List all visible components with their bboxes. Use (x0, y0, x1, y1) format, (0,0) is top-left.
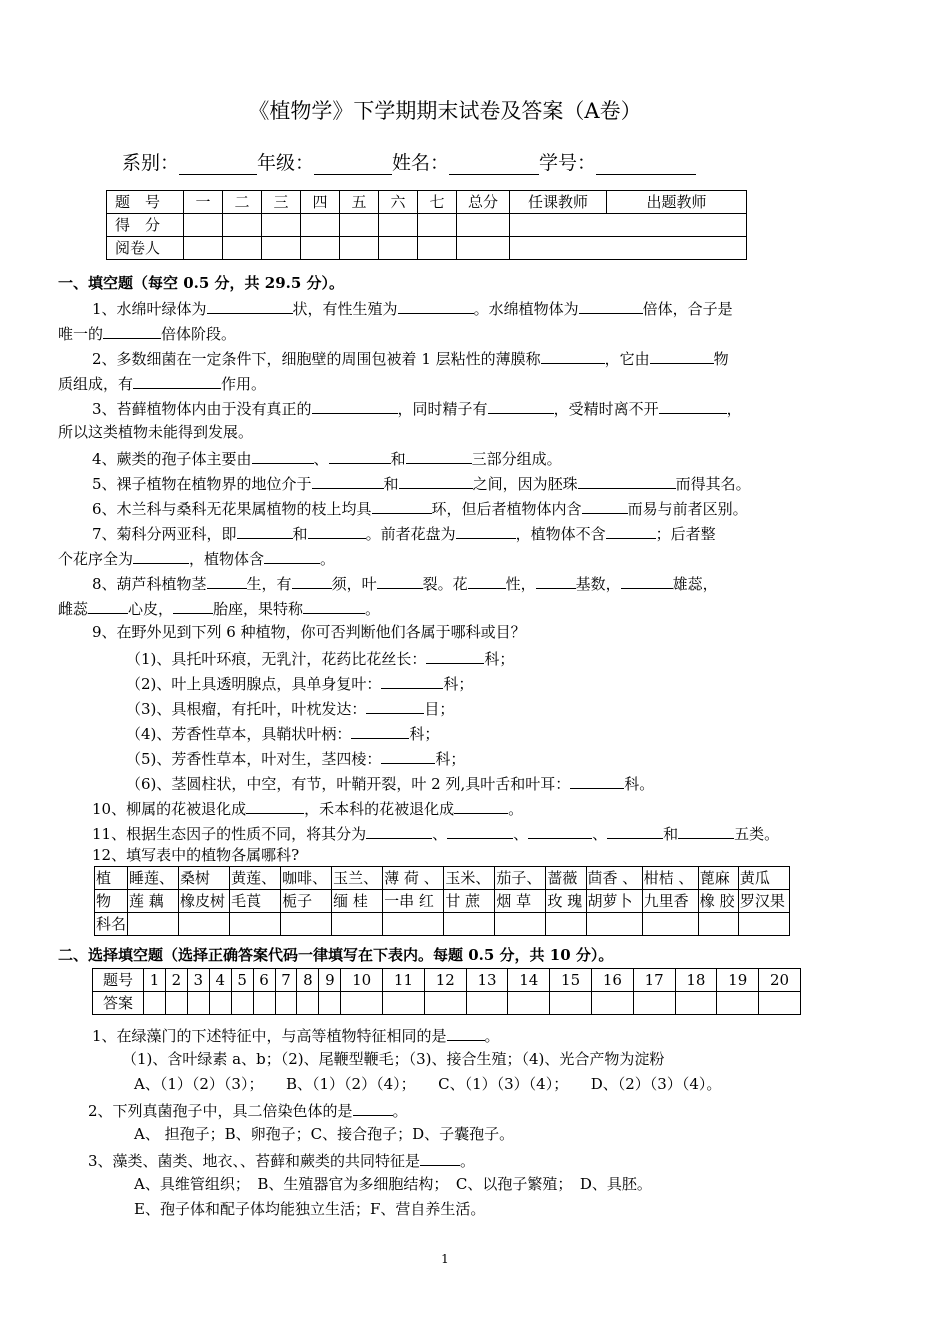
answer-header-cell: 3 (187, 969, 209, 992)
section-2-heading: 二、选择填空题（选择正确答案代码一律填写在下表内。每题 0.5 分，共 10 分）。 (58, 946, 614, 964)
grader-cell[interactable] (457, 237, 510, 260)
question-3-cont: 所以这类植物未能得到发展。 (58, 423, 254, 441)
q-text: 质组成，有 (58, 375, 134, 393)
answer-header-cell: 10 (341, 969, 383, 992)
q-text: 。 (460, 1152, 476, 1170)
answer-header-cell: 19 (717, 969, 759, 992)
q-text: 和 (390, 450, 406, 468)
answer-cell[interactable] (297, 992, 319, 1015)
q-text: （5)、芳香性草本，叶对生，茎四棱： (126, 750, 382, 768)
answer-header-cell: 7 (275, 969, 297, 992)
answer-cell[interactable] (187, 992, 209, 1015)
answer-header-cell: 14 (508, 969, 550, 992)
q-text: 之间，因为胚珠 (472, 475, 578, 493)
q-text: 作用。 (221, 375, 267, 393)
q-text: 1、在绿藻门的下述特征中，与高等植物特征相同的是 (92, 1027, 447, 1045)
answer-blank[interactable] (366, 697, 424, 714)
score-header-cell: 总分 (457, 191, 510, 214)
answer-blank[interactable] (426, 647, 484, 664)
answer-header-cell: 2 (165, 969, 187, 992)
score-cell[interactable] (340, 214, 379, 237)
answer-header-cell: 8 (297, 969, 319, 992)
q-text: ，禾本科的花被退化成 (304, 800, 455, 818)
choice-2 (88, 1099, 408, 1121)
answer-cell[interactable] (341, 992, 383, 1015)
question-6 (92, 497, 748, 519)
plant-cell: 毛莨 (230, 890, 281, 913)
q-text: 4、蕨类的孢子体主要由 (92, 450, 252, 468)
q-text: 8、葫芦科植物茎 (92, 575, 207, 593)
score-header-cell: 七 (418, 191, 457, 214)
score-row (107, 214, 747, 237)
answer-cell[interactable] (466, 992, 508, 1015)
answer-blank[interactable] (264, 547, 320, 564)
q-text: 个花序全为 (58, 550, 134, 568)
question-9-2 (126, 672, 473, 694)
answer-blank[interactable] (570, 772, 624, 789)
teacher-cell[interactable] (510, 214, 747, 237)
q-text: 雌蕊 (58, 600, 89, 618)
answer-blank[interactable] (468, 572, 506, 589)
answer-blank[interactable] (329, 447, 391, 464)
answer-blank[interactable] (420, 1149, 460, 1166)
choice-1 (92, 1024, 500, 1046)
question-5 (92, 472, 751, 494)
answer-cell[interactable] (759, 992, 801, 1015)
family-row (95, 913, 790, 936)
plant-cell: 九里香 (642, 890, 698, 913)
question-1 (92, 297, 733, 319)
plant-cell: 茴香 、 (586, 867, 642, 890)
answer-blank[interactable] (621, 572, 673, 589)
q-text: 5、裸子植物在植物界的地位介于 (92, 475, 312, 493)
family-cell[interactable] (444, 913, 495, 936)
grader-cell[interactable] (379, 237, 418, 260)
answer-header-cell: 1 (144, 969, 166, 992)
choice-3 (88, 1149, 475, 1171)
answer-blank[interactable] (678, 822, 734, 839)
family-cell[interactable] (546, 913, 586, 936)
q-text: 。 (365, 600, 381, 618)
answer-blank[interactable] (650, 347, 714, 364)
answer-blank[interactable] (312, 472, 384, 489)
plant-cell: 玫 瑰 (546, 890, 586, 913)
q-text: ，植物体不含 (515, 525, 606, 543)
score-header-cell: 一 (184, 191, 223, 214)
answer-cell[interactable] (319, 992, 341, 1015)
answer-blank[interactable] (541, 347, 605, 364)
question-2 (92, 347, 729, 369)
q-text: 2、多数细菌在一定条件下，细胞壁的周围包被着 1 层粘性的薄膜称 (92, 350, 541, 368)
question-10 (92, 797, 523, 819)
family-cell[interactable] (586, 913, 642, 936)
q-text: 和 (383, 475, 399, 493)
family-cell[interactable] (495, 913, 546, 936)
answer-cell[interactable] (508, 992, 550, 1015)
plant-cell: 物 (95, 890, 128, 913)
family-cell[interactable] (332, 913, 383, 936)
question-12: 12、填写表中的植物各属哪科? (92, 846, 300, 864)
score-table (106, 190, 747, 260)
q-text: 状，有性生殖为 (292, 300, 398, 318)
score-cell[interactable] (301, 214, 340, 237)
question-4 (92, 447, 562, 469)
family-cell[interactable] (281, 913, 332, 936)
plant-cell: 一串 红 (383, 890, 444, 913)
q-text: 3、苔藓植物体内由于没有真正的 (92, 400, 312, 418)
q-text: 五类。 (734, 825, 780, 843)
question-9-6 (126, 772, 654, 794)
q-text: ，同时精子有 (397, 400, 488, 418)
dept-label: 系别： (122, 152, 180, 174)
score-cell[interactable] (457, 214, 510, 237)
answer-cell[interactable] (675, 992, 717, 1015)
question-9-5 (126, 747, 465, 769)
name-label: 姓名： (392, 152, 450, 174)
answer-blank[interactable] (578, 472, 676, 489)
id-field[interactable] (596, 154, 696, 175)
answer-blank[interactable] (579, 297, 643, 314)
q-text: 3、藻类、菌类、地衣、、苔藓和蕨类的共同特征是 (88, 1152, 421, 1170)
q-text: 雄蕊， (672, 575, 718, 593)
answer-cell[interactable] (717, 992, 759, 1015)
answer-blank[interactable] (308, 522, 366, 539)
answer-blank[interactable] (606, 522, 656, 539)
answer-blank[interactable] (659, 397, 727, 414)
choice-2-answers: A、 担孢子；B、卵孢子；C、接合孢子；D、子囊孢子。 (134, 1125, 515, 1143)
answer-cell[interactable] (165, 992, 187, 1015)
page-number: 1 (441, 1252, 449, 1266)
choice-3-answers-1: A、具维管组织； B、生殖器官为多细胞结构； C、以孢子繁殖； D、具胚。 (134, 1175, 652, 1193)
family-cell[interactable] (230, 913, 281, 936)
q-text: ，受精时离不开 (553, 400, 659, 418)
q-text: 而得其名。 (675, 475, 751, 493)
question-8-cont (58, 597, 380, 619)
answer-blank[interactable] (406, 447, 472, 464)
plant-cell: 罗汉果 (738, 890, 789, 913)
plant-cell: 橡 胶 (698, 890, 738, 913)
answer-blank[interactable] (351, 722, 409, 739)
question-9: 9、在野外见到下列 6 种植物，你可否判断他们各属于哪科或目？ (92, 623, 526, 641)
q-text: 2、下列真菌孢子中，具二倍染色体的是 (88, 1102, 353, 1120)
grader-cell[interactable] (301, 237, 340, 260)
plant-cell: 桑树 (179, 867, 230, 890)
family-cell[interactable] (642, 913, 698, 936)
answer-blank[interactable] (528, 822, 592, 839)
q-text: 环，但后者植物体内含 (431, 500, 582, 518)
answer-header-cell: 15 (550, 969, 592, 992)
q-text: 须，叶 (331, 575, 377, 593)
plant-cell: 甘 蔗 (444, 890, 495, 913)
answer-header-cell: 13 (466, 969, 508, 992)
q-text: 11、根据生态因子的性质不同，将其分为 (92, 825, 367, 843)
answer-blank[interactable] (252, 447, 314, 464)
question-7 (92, 522, 716, 544)
answer-blank[interactable] (536, 572, 576, 589)
score-header-cell: 题 号 (107, 191, 184, 214)
score-header-row (107, 191, 747, 214)
answer-header-cell: 4 (209, 969, 231, 992)
q-text: ，植物体含 (189, 550, 265, 568)
q-text: 。 (320, 550, 336, 568)
section-1-heading: 一、填空题（每空 0.5 分，共 29.5 分）。 (58, 274, 345, 292)
plant-cell: 胡萝卜 (586, 890, 642, 913)
q-text: ，它由 (604, 350, 650, 368)
grader-cell[interactable] (262, 237, 301, 260)
plant-cell: 烟 草 (495, 890, 546, 913)
family-cell[interactable] (128, 913, 179, 936)
q-text: 。前者花盘为 (365, 525, 456, 543)
q-text: 性， (505, 575, 536, 593)
question-1-cont (58, 322, 236, 344)
q-text: 10、柳属的花被退化成 (92, 800, 247, 818)
q-text: 裂。花 (422, 575, 468, 593)
answer-blank[interactable] (173, 597, 213, 614)
question-9-4 (126, 722, 439, 744)
question-3 (92, 397, 742, 419)
score-cell[interactable] (184, 214, 223, 237)
grader-row (107, 237, 747, 260)
q-text: （4)、芳香性草本，具鞘状叶柄： (126, 725, 352, 743)
q-text: ；后者整 (655, 525, 716, 543)
q-text: 7、菊科分两亚科，即 (92, 525, 237, 543)
answer-cell[interactable] (383, 992, 425, 1015)
q-text: ， (726, 400, 742, 418)
score-header-cell: 四 (301, 191, 340, 214)
answer-row (93, 992, 801, 1015)
answer-cell[interactable] (591, 992, 633, 1015)
q-text: 。水绵植物体为 (473, 300, 579, 318)
question-11 (92, 822, 779, 844)
answer-blank[interactable] (398, 297, 474, 314)
q-text: 目； (424, 700, 455, 718)
plant-family-table (94, 866, 790, 936)
grader-row-label: 阅卷人 (107, 237, 184, 260)
score-header-cell: 二 (223, 191, 262, 214)
answer-cell[interactable] (424, 992, 466, 1015)
answer-blank[interactable] (456, 522, 516, 539)
family-cell[interactable] (383, 913, 444, 936)
answer-blank[interactable] (312, 397, 398, 414)
id-label: 学号： (539, 152, 597, 174)
plant-row-2 (95, 890, 790, 913)
answer-blank[interactable] (447, 1024, 485, 1041)
answer-blank[interactable] (353, 1099, 393, 1116)
q-text: 生，有 (246, 575, 292, 593)
plant-cell: 玉米、 (444, 867, 495, 890)
answer-header-cell: 11 (383, 969, 425, 992)
q-text: 而易与前者区别。 (627, 500, 748, 518)
score-cell[interactable] (262, 214, 301, 237)
answer-blank[interactable] (292, 572, 332, 589)
teacher-cell[interactable] (510, 237, 747, 260)
grader-cell[interactable] (184, 237, 223, 260)
answer-blank[interactable] (447, 822, 513, 839)
dept-field[interactable] (179, 154, 257, 175)
answer-header-cell: 9 (319, 969, 341, 992)
plant-cell: 蓖麻 (698, 867, 738, 890)
q-text: 倍体，合子是 (642, 300, 733, 318)
plant-row-1 (95, 867, 790, 890)
answer-header-cell: 17 (633, 969, 675, 992)
choice-3-answers-2: E、孢子体和配子体均能独立生活；F、营自养生活。 (134, 1200, 486, 1218)
answer-header-cell: 20 (759, 969, 801, 992)
q-text: 基数， (575, 575, 621, 593)
q-text: 科。 (624, 775, 655, 793)
q-text: 1、水绵叶绿体为 (92, 300, 207, 318)
choice-1-options: （1)、含叶绿素 a、b；（2)、尾鞭型鞭毛；（3)、接合生殖；（4)、光合产物为淀粉 (122, 1050, 665, 1068)
question-8 (92, 572, 718, 594)
q-text: 和 (663, 825, 679, 843)
answer-cell[interactable] (209, 992, 231, 1015)
plant-cell: 橡皮树 (179, 890, 230, 913)
answer-header-cell: 5 (231, 969, 253, 992)
answer-blank[interactable] (207, 297, 293, 314)
plant-cell: 薄 荷 、 (383, 867, 444, 890)
family-cell[interactable] (179, 913, 230, 936)
score-header-cell: 任课教师 (510, 191, 607, 214)
grade-label: 年级： (257, 152, 315, 174)
q-text: （2)、叶上具透明腺点，具单身复叶： (126, 675, 382, 693)
answer-blank[interactable] (381, 747, 435, 764)
q-text: 。 (392, 1102, 408, 1120)
answer-blank[interactable] (133, 372, 221, 389)
family-row-label: 科名 (95, 913, 128, 936)
plant-cell: 茄子、 (495, 867, 546, 890)
grader-cell[interactable] (340, 237, 379, 260)
answer-cell[interactable] (144, 992, 166, 1015)
answer-blank[interactable] (366, 822, 432, 839)
answer-blank[interactable] (582, 497, 628, 514)
answer-cell[interactable] (275, 992, 297, 1015)
grader-cell[interactable] (223, 237, 262, 260)
plant-cell: 缅 桂 (332, 890, 383, 913)
score-cell[interactable] (418, 214, 457, 237)
q-text: 科； (443, 675, 474, 693)
answer-blank[interactable] (381, 672, 443, 689)
answer-row-label: 答案 (93, 992, 144, 1015)
q-text: 、 (592, 825, 608, 843)
q-text: 6、木兰科与桑科无花果属植物的枝上均具 (92, 500, 372, 518)
answer-cell[interactable] (231, 992, 253, 1015)
plant-cell: 咖啡、 (281, 867, 332, 890)
q-text: （3)、具根瘤，有托叶，叶枕发达： (126, 700, 367, 718)
q-text: 心皮， (128, 600, 174, 618)
q-text: 胎座，果特称 (213, 600, 304, 618)
grader-cell[interactable] (418, 237, 457, 260)
answer-header-cell: 18 (675, 969, 717, 992)
answer-header-row (93, 969, 801, 992)
score-header-cell: 五 (340, 191, 379, 214)
answer-blank[interactable] (377, 572, 423, 589)
plant-cell: 莲 藕 (128, 890, 179, 913)
plant-cell: 黄莲、 (230, 867, 281, 890)
plant-cell: 柑桔 、 (642, 867, 698, 890)
plant-cell: 黄瓜 (738, 867, 789, 890)
q-text: 科； (435, 750, 466, 768)
q-text: （6)、茎圆柱状，中空，有节，叶鞘开裂，叶 2 列,具叶舌和叶耳： (126, 775, 571, 793)
q-text: 、 (432, 825, 448, 843)
answer-blank[interactable] (88, 597, 128, 614)
answer-header-cell: 16 (591, 969, 633, 992)
score-header-cell: 六 (379, 191, 418, 214)
score-header-cell: 出题教师 (607, 191, 747, 214)
q-text: 三部分组成。 (471, 450, 562, 468)
answer-blank[interactable] (488, 397, 554, 414)
name-field[interactable] (449, 154, 539, 175)
q-text: 科； (484, 650, 515, 668)
answer-cell[interactable] (253, 992, 275, 1015)
family-cell[interactable] (738, 913, 789, 936)
q-text: 。 (508, 800, 524, 818)
answer-blank[interactable] (133, 547, 189, 564)
q-text: （1)、具托叶环痕，无乳汁，花药比花丝长： (126, 650, 427, 668)
answer-header-cell: 题号 (93, 969, 144, 992)
choice-1-answers: A、（1）（2）（3）； B、（1）（2）（4）； C、（1）（3）（4）； D、（2）（3）（4）。 (134, 1075, 722, 1093)
q-text: 科； (409, 725, 440, 743)
plant-cell: 植 (95, 867, 128, 890)
score-cell[interactable] (223, 214, 262, 237)
answer-blank[interactable] (246, 797, 304, 814)
answer-blank[interactable] (372, 497, 432, 514)
score-row-label: 得 分 (107, 214, 184, 237)
q-text: 、 (313, 450, 329, 468)
family-cell[interactable] (698, 913, 738, 936)
q-text: 、 (513, 825, 529, 843)
answer-blank[interactable] (607, 822, 663, 839)
q-text: 。 (484, 1027, 500, 1045)
q-text: 唯一的 (58, 325, 104, 343)
answer-blank[interactable] (399, 472, 473, 489)
question-2-cont (58, 372, 266, 394)
answer-header-cell: 6 (253, 969, 275, 992)
question-7-cont (58, 547, 335, 569)
score-cell[interactable] (379, 214, 418, 237)
answer-blank[interactable] (103, 322, 161, 339)
plant-cell: 睡莲、 (128, 867, 179, 890)
page-title: 《植物学》下学期期末试卷及答案（A卷） (248, 99, 642, 123)
plant-cell: 栀子 (281, 890, 332, 913)
score-header-cell: 三 (262, 191, 301, 214)
q-text: 倍体阶段。 (161, 325, 237, 343)
answer-header-cell: 12 (424, 969, 466, 992)
answer-blank[interactable] (207, 572, 247, 589)
answer-table (92, 968, 801, 1015)
answer-blank[interactable] (454, 797, 508, 814)
question-9-1 (126, 647, 514, 669)
q-text: 物 (713, 350, 729, 368)
q-text: 和 (292, 525, 308, 543)
plant-cell: 玉兰、 (332, 867, 383, 890)
answer-cell[interactable] (550, 992, 592, 1015)
answer-cell[interactable] (633, 992, 675, 1015)
answer-blank[interactable] (237, 522, 293, 539)
question-9-3 (126, 697, 454, 719)
answer-blank[interactable] (303, 597, 365, 614)
grade-field[interactable] (314, 154, 392, 175)
plant-cell: 蔷薇 (546, 867, 586, 890)
student-info (122, 148, 696, 175)
